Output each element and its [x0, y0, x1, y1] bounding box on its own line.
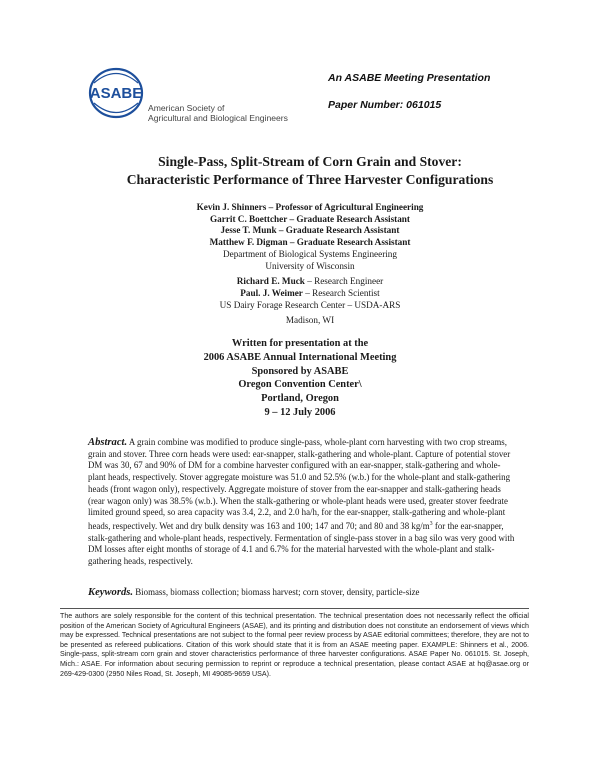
meeting-info: [140, 337, 460, 420]
keywords: [88, 587, 518, 598]
meeting-line-3: Sponsored by ASABE: [251, 365, 349, 377]
meeting-line-5: Portland, Oregon: [261, 393, 339, 405]
author-line: [120, 276, 500, 288]
author-name: Richard E. Muck: [236, 276, 305, 287]
abstract: [88, 437, 518, 568]
title-line-1: Single-Pass, Split-Stream of Corn Grain and Stover:: [158, 154, 462, 169]
meeting-line-4: Oregon Convention Center\: [238, 379, 362, 391]
paper-number: Paper Number: 061015: [328, 99, 442, 111]
author-role: – Graduate Research Assistant: [276, 225, 400, 236]
author-name: Jesse T. Munk: [220, 225, 277, 236]
author-line: [120, 225, 500, 237]
asabe-logo-mark: [88, 66, 148, 124]
author-line: [120, 237, 500, 249]
author-line: [120, 288, 500, 300]
paper-title: [60, 153, 560, 189]
divider: [60, 608, 529, 609]
meeting-line-1: Written for presentation at the: [231, 338, 369, 349]
keywords-label: Keywords.: [88, 587, 134, 598]
disclaimer: The authors are solely responsible for the content of this technical presentation. The technical presentation does not necessarily reflect the official position of the American Society of Agricultural Engineers (ASAE), and its printing and distribution does not constitute an endorsement of views which may be expressed. Technical presentations are not subject to the formal peer review process by ASAE editorial committees; therefore, they are not to be presented as refereed publications. Citation of this work should state that it is from an ASAE meeting paper. EXAMPLE: Shinners et al., 2006. Single-pass, split-stream corn grain and stover characteristics performance of three harvester configurations. ASAE Paper No. 061015. St. Joseph, Mich.: ASAE. For information about securing permission to reprint or reproduce a technical presentation, please contact ASAE at hq@asae.org or 269-429-0300 (2950 Niles Road, St. Joseph, MI 49085-9659 USA).: [60, 612, 529, 678]
author-role: – Professor of Agricultural Engineering: [266, 202, 424, 212]
title-line-2: Characteristic Performance of Three Harvester Configurations: [126, 172, 494, 187]
author-role: – Research Scientist: [302, 287, 380, 298]
author-name: Kevin J. Shinners: [196, 202, 267, 212]
author-block: [120, 202, 500, 327]
author-name: Matthew F. Digman: [209, 237, 288, 248]
author-name: Paul. J. Weimer: [240, 287, 303, 298]
author-role: – Graduate Research Assistant: [287, 237, 411, 248]
affiliation-city: Madison, WI: [285, 315, 335, 326]
asabe-logo: [88, 66, 288, 126]
logo-acronym: ASABE: [89, 85, 143, 102]
author-role: – Graduate Research Assistant: [287, 213, 410, 224]
author-name: Garrit C. Boettcher: [210, 213, 288, 224]
meeting-line-2: 2006 ASABE Annual International Meeting: [203, 351, 397, 363]
affiliation-center: US Dairy Forage Research Center – USDA-ARS: [219, 299, 401, 310]
abstract-label: Abstract.: [88, 437, 128, 448]
author-line: [120, 214, 500, 226]
logo-org-line2: Agricultural and Biological Engineers: [148, 113, 288, 123]
affiliation-univ: University of Wisconsin: [265, 260, 355, 271]
abstract-superscript: 3: [429, 520, 433, 527]
affiliation-dept: Department of Biological Systems Engineering: [222, 248, 397, 259]
author-role: – Research Engineer: [304, 276, 384, 287]
presentation-label: An ASABE Meeting Presentation: [328, 72, 491, 84]
meeting-line-6: 9 – 12 July 2006: [264, 406, 336, 418]
keywords-text: Biomass, biomass collection; biomass harvest; corn stover, density, particle-size: [133, 587, 420, 597]
abstract-text-b: for the ear-snapper, stalk-gathering and whole-plant heads, respectively. Fermentation of single-pass stover in a bag silo was very good with DM losses after eight months of storage of 4.1 and 6.7% for the material harvested with the whole-plant and stalk-gathering heads, respectively.: [88, 520, 515, 566]
author-line: [120, 202, 500, 214]
logo-org-line1: American Society of: [148, 103, 225, 113]
abstract-text-a: A grain combine was modified to produce single-pass, whole-plant corn harvesting with two crop streams, grain and stover. Three corn heads were used: ear-snapper, stalk-gathering and whole-plant. Capture of potential stover DM was 30, 67 and 90% of DM for a combine harvester configured with an ear-snapper, stalk-gathering and whole-plant heads, respectively. Stover aggregate moisture was 51.0 and 52.5% (w.b.) for the whole-plant and stalk-gathering heads (front wagon only), respectively. Aggregate moisture of stover from the ear-snapper and stalk-gathering heads (rear wagon only) was 38.5% (w.b.). When the stalk-gathering or whole-plant heads were used, greater stover feedrate limited ground speed, so area capacity was 3.4, 2.2, and 2.0 ha/h, for the ear-snapper, stalk-gathering and whole-plant heads, respectively. Wet and dry bulk density was 163 and 100; 147 and 70; and 80 and 38 kg/m: [88, 437, 511, 531]
logo-org-name: [148, 103, 288, 123]
